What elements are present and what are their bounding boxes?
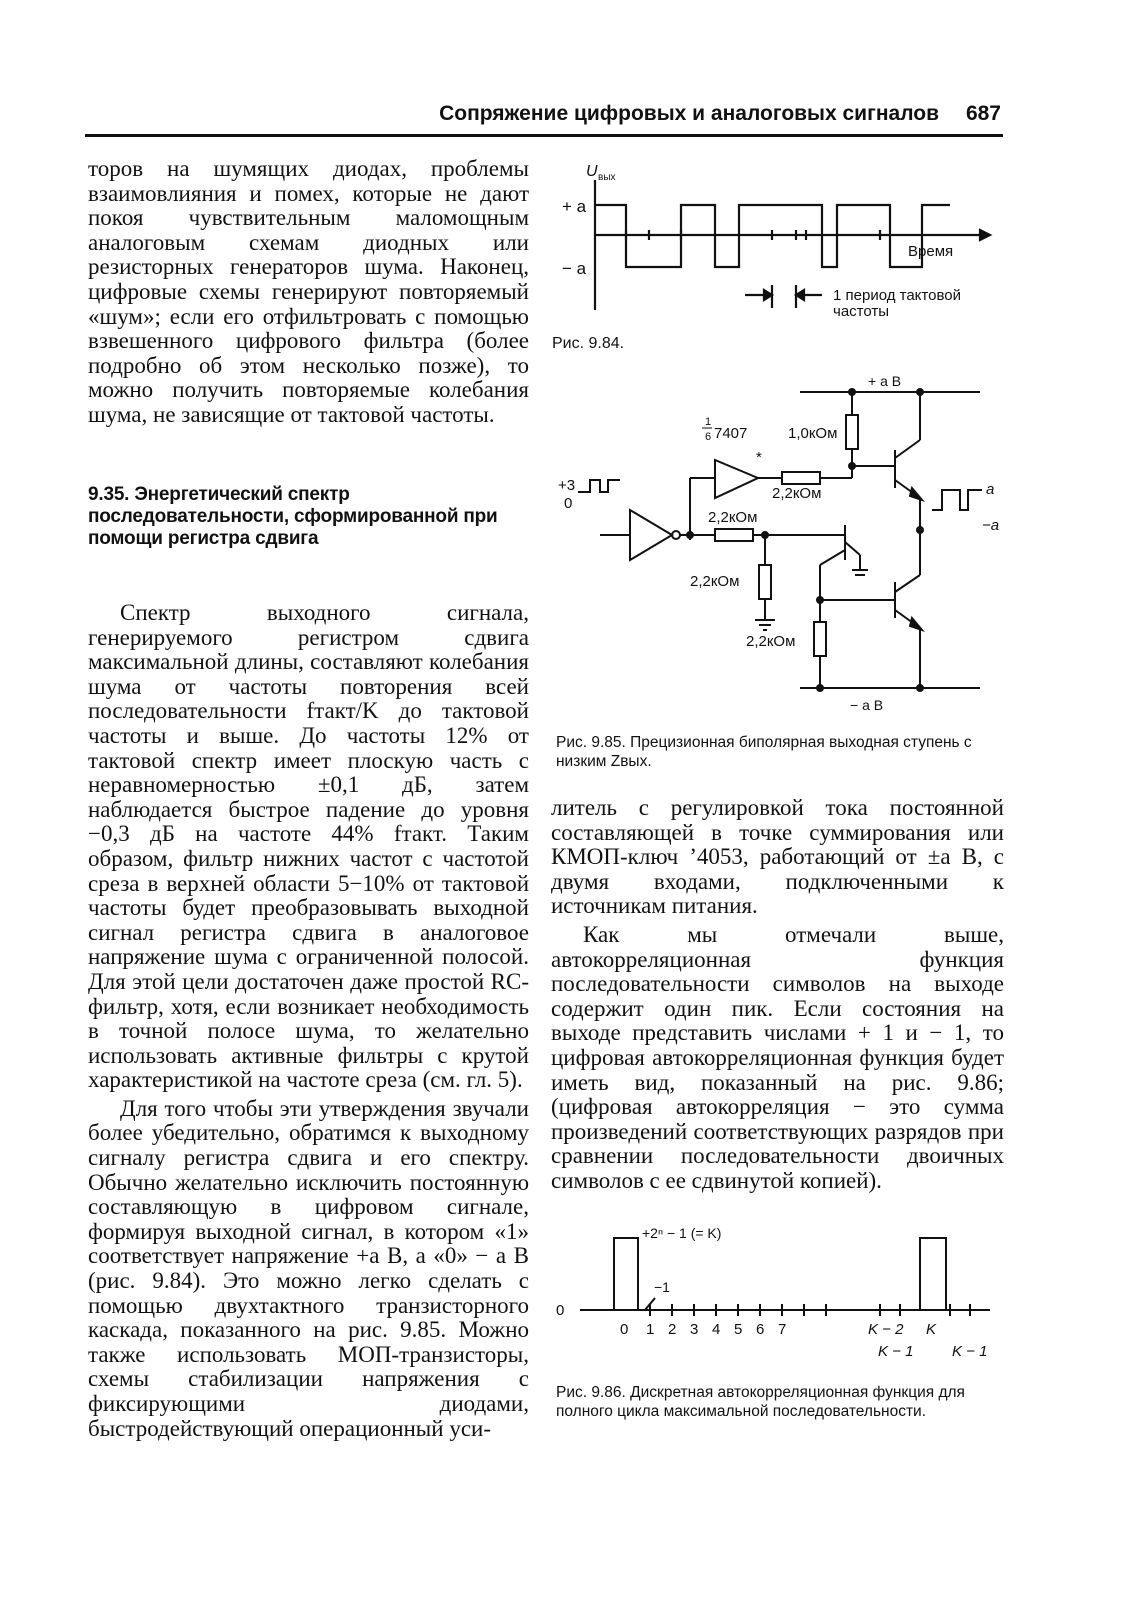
tick-2: 2 bbox=[668, 1321, 677, 1338]
tick-6: 6 bbox=[756, 1321, 765, 1338]
paragraph-continuation: литель с регулировкой тока постоянной составляющей в точке суммирования или КМОП-ключ ’4053, работающий от ±a В, с двумя входами, подключенными к источникам питания. bbox=[551, 795, 1004, 919]
resistor-2k2-a-label: 2,2кОм bbox=[772, 485, 822, 502]
tick-k: K bbox=[926, 1321, 937, 1338]
tick-k-1-b: K − 1 bbox=[952, 1343, 988, 1360]
y-axis-label-sub: вых bbox=[598, 172, 616, 183]
left-intro-text bbox=[88, 157, 529, 428]
paragraph-autocorrelation: Как мы отмечали выше, автокорреляционная функция последовательности символов на выходе содержит один пик. Если состояния на выходе представить числами + 1 и − 1, то цифровая автокорреляционная функция будет иметь вид, показанный на рис. 9.86; (цифровая автокорреляция − это сумма произведений соответствующих разрядов при сравнении последовательности двоичных символов с ее сдвинутой копией). bbox=[551, 921, 1004, 1193]
tick-1: 1 bbox=[646, 1321, 655, 1338]
supply-neg-label: − a В bbox=[850, 697, 884, 713]
chip-fraction-den: 6 bbox=[705, 431, 712, 443]
level-low-label: − a bbox=[562, 259, 587, 278]
left-main-text bbox=[88, 601, 529, 1441]
tick-5: 5 bbox=[734, 1321, 743, 1338]
y-axis-label: U bbox=[586, 163, 598, 180]
negative-label: −1 bbox=[654, 1279, 670, 1295]
figure-caption: Рис. 9.84. bbox=[552, 335, 625, 352]
out-low-label: −a bbox=[982, 517, 1000, 534]
period-label: 1 период тактовой bbox=[833, 287, 961, 304]
time-label: Время bbox=[908, 243, 954, 260]
star-mark: * bbox=[756, 449, 762, 466]
level-high-label: + a bbox=[562, 197, 587, 216]
resistor-1k-label: 1,0кОм bbox=[788, 425, 838, 442]
tick-4: 4 bbox=[712, 1321, 721, 1338]
tick-0: 0 bbox=[620, 1321, 629, 1338]
paragraph-output: Для того чтобы эти утверждения звучали более убедительно, обратимся к выходному сигналу регистра сдвига и его спектру. Обычно желательно исключить постоянную составляющую в цифровом сигнале, формируя выходной сигнал, в котором «1» соответствует напряжение +a В, а «0» − a В (рис. 9.84). Это можно легко сделать с помощью двухтактного транзисторного каскада, показанного на рис. 9.85. Можно также использовать МОП-транзисторы, схемы стабилизации напряжения с фиксирующими диодами, быстродействующий операционный уси- bbox=[88, 1095, 529, 1441]
input-high-label: +3 bbox=[558, 477, 576, 494]
supply-pos-label: + a В bbox=[868, 373, 902, 389]
peak-label: +2ⁿ − 1 (= K) bbox=[642, 1225, 722, 1241]
resistor-2k2-c-label: 2,2кОм bbox=[690, 573, 740, 590]
page-header bbox=[85, 100, 1003, 137]
intro-paragraph: торов на шумящих диодах, проблемы взаимовлияния и помех, которые не дают покоя чувствительным маломощным аналоговым схемам диодных или резисторных генераторов шума. Наконец, цифровые схемы генерируют повторяемый «шум»; если его отфильтровать с помощью взвешенного цифрового фильтра (более подробно об этом несколько позже), то можно получить повторяемые колебания шума, не зависящие от тактовой частоты. bbox=[88, 156, 529, 427]
running-title: Сопряжение цифровых и аналоговых сигналов bbox=[439, 102, 939, 125]
chip-label: 7407 bbox=[714, 425, 748, 442]
tick-7: 7 bbox=[778, 1321, 787, 1338]
zero-label: 0 bbox=[556, 1302, 565, 1319]
figure-9-85 bbox=[550, 370, 1010, 790]
figure-9-86-caption: Рис. 9.86. Дискретная автокорреляционная функция для полного цикла максимальной последовательности. bbox=[556, 1384, 965, 1420]
tick-k-1-a: K − 1 bbox=[878, 1343, 914, 1360]
figure-9-85-caption: Рис. 9.85. Прецизионная биполярная выходная ступень с низким Zвых. bbox=[556, 734, 972, 770]
resistor-2k2-d-label: 2,2кОм bbox=[746, 633, 796, 650]
out-high-label: a bbox=[986, 481, 995, 498]
right-main-text bbox=[551, 796, 1004, 1194]
input-low-label: 0 bbox=[564, 495, 573, 512]
chip-fraction-num: 1 bbox=[705, 416, 712, 428]
paragraph-spectrum: Спектр выходного сигнала, генерируемого регистром сдвига максимальной длины, составляют колебания шума от частоты повторения всей последовательности fтакт/K до тактовой частоты и выше. До частоты 12% от тактовой спектр имеет плоскую часть с неравномерностью ±0,1 дБ, затем наблюдается быстрое падение до уровня −0,3 дБ на частоте 44% fтакт. Таким образом, фильтр нижних частот с частотой среза в верхней области 5−10% от тактовой частоты будет преобразовывать выходной сигнал регистра сдвига в аналоговое напряжение шума с ограниченной полосой. Для этой цели достаточен даже простой RC-фильтр, хотя, если возникает необходимость в точной полосе шума, то желательно использовать активные фильтры с крутой характеристикой на частоте среза (см. гл. 5). bbox=[88, 600, 529, 1093]
figure-9-84 bbox=[550, 150, 1010, 360]
tick-3: 3 bbox=[690, 1321, 699, 1338]
figure-9-86 bbox=[550, 1210, 1010, 1370]
tick-k-2: K − 2 bbox=[868, 1321, 904, 1338]
page-number: 687 bbox=[965, 102, 1001, 125]
section-heading: 9.35. Энергетический спектр последовательности, сформированной при помощи регистра сдвига bbox=[88, 484, 498, 549]
period-label-2: частоты bbox=[833, 303, 890, 320]
resistor-2k2-b-label: 2,2кОм bbox=[708, 509, 758, 526]
